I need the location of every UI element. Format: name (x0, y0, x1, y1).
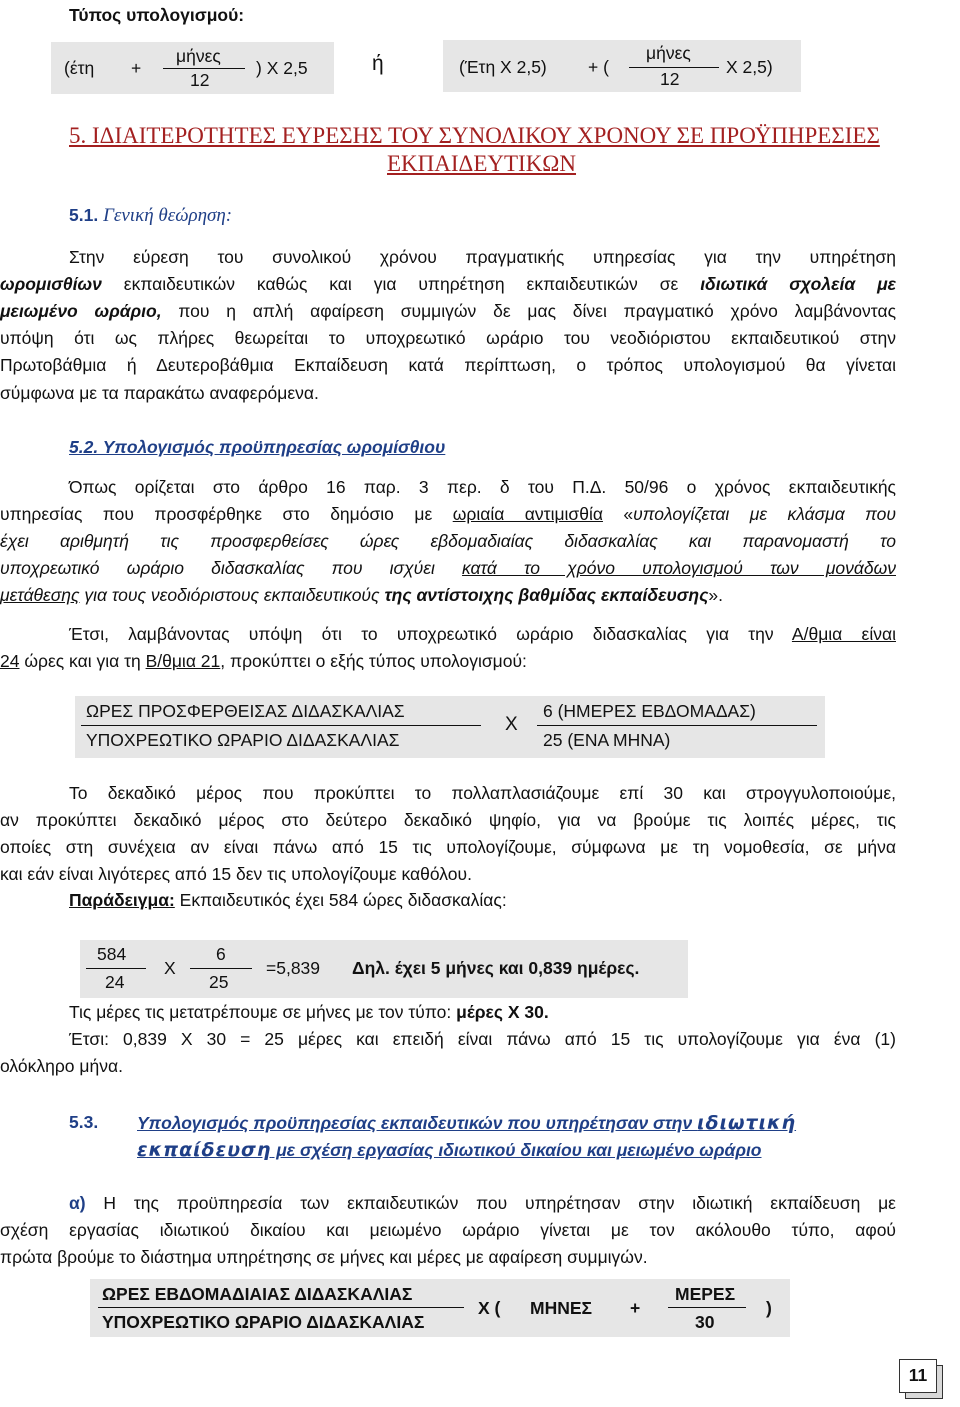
box2-days-denominator: 30 (695, 1312, 715, 1332)
box1-multiply: Χ (505, 714, 518, 735)
alpha-line2: σχέση εργασίας ιδιωτικού δικαίου και μειωμένο ωράριο γίνεται με τον ακόλουθο τύπο, αφού (0, 1220, 896, 1240)
example-denominator-1: 24 (105, 972, 125, 992)
dec-line4: και εάν είναι λιγότερες από 15 δεν τις υπολογίζουμε καθόλου. (0, 864, 472, 884)
s51-line1: Στην εύρεση του συνολικού χρόνου πραγματικής υπηρεσίας για την υπηρέτηση (69, 247, 896, 267)
box2-close: ) (766, 1298, 772, 1318)
box2-multiply-open: Χ ( (478, 1298, 501, 1318)
box2-fraction-bar (98, 1307, 464, 1308)
alpha-line3: πρώτα βρούμε το διάστημα υπηρέτησης σε μήνες και μέρες με αφαίρεση συμμιγών. (0, 1247, 648, 1267)
conv-line3: ολόκληρο μήνα. (0, 1056, 123, 1076)
s52-p2: υπηρεσίας που προσφέρθηκε στο δημόσιο με ωριαία αντιμισθία «υπολογίζεται με κλάσμα που (0, 504, 896, 524)
box1-right-fraction-bar (537, 725, 817, 726)
formula-title: Τύπος υπολογισμού: (69, 5, 245, 25)
formula-box-hours (75, 696, 825, 758)
dec-line1: Το δεκαδικό μέρος που προκύπτει το πολλαπλασιάζουμε επί 30 και στρογγυλοποιούμε, (69, 783, 896, 803)
s52-p4: υποχρεωτικό ωράριο διδασκαλίας που ισχύει κατά το χρόνο υπολογισμού των μονάδων (0, 558, 896, 578)
box1-left-fraction-bar (81, 725, 481, 726)
s51-line2: ωρομισθίων εκπαιδευτικών καθώς και για υπηρέτηση εκπαιδευτικών σε ιδιωτικά σχολεία με (0, 274, 896, 294)
box2-days-numerator: ΜΕΡΕΣ (675, 1284, 736, 1304)
formula1-open: (έτη (64, 58, 95, 78)
alpha-line1: α) Η της προϋπηρεσία των εκπαιδευτικών που υπηρέτησαν στην ιδιωτική εκπαίδευση με (69, 1193, 896, 1213)
box1-left-denominator: ΥΠΟΧΡΕΩΤΙΚΟ ΩΡΑΡΙΟ ΔΙΔΑΣΚΑΛΙΑΣ (86, 730, 400, 750)
s52-p1: Όπως ορίζεται στο άρθρο 16 παρ. 3 περ. δ του Π.Δ. 50/96 ο χρόνος εκπαιδευτικής (69, 477, 896, 497)
dec-line3: οποίες στη συνέχεια αν είναι πάνω από 15 τις υπολογίζουμε, σύμφωνα με τη νομοθεσία, σε μήνα (0, 837, 896, 857)
section-5-1-heading: 5.1. Γενική θεώρηση: (69, 205, 233, 226)
box1-left-numerator: ΩΡΕΣ ΠΡΟΣΦΕΡΘΕΙΣΑΣ ΔΙΔΑΣΚΑΛΙΑΣ (86, 701, 405, 721)
section-5-heading-line2: ΕΚΠΑΙΔΕΥΤΙΚΩΝ (387, 151, 577, 176)
page-number: 11 (899, 1359, 937, 1393)
box2-numerator: ΩΡΕΣ ΕΒΔΟΜΑΔΙΑΙΑΣ ΔΙΔΑΣΚΑΛΙΑΣ (102, 1284, 413, 1304)
example-numerator-1: 584 (97, 944, 127, 964)
s51-line5: Πρωτοβάθμια ή Δευτεροβάθμια Εκπαίδευση κατά περίπτωση, ο τρόπος υπολογισμού θα γίνεται (0, 355, 896, 375)
section-5-3-number: 5.3. (69, 1112, 99, 1132)
box2-plus: + (630, 1298, 641, 1318)
example-result: =5,839 (266, 958, 321, 978)
formula1-fraction-bar (163, 68, 245, 69)
s52-q1: Έτσι, λαμβάνοντας υπόψη ότι το υποχρεωτικό ωράριο διδασκαλίας για την Α/θμια είναι (69, 624, 896, 644)
formula2-fraction-bar (629, 67, 719, 68)
formula1-plus: + (131, 58, 142, 78)
formula1-close: ) Χ 2,5 (256, 58, 308, 78)
formula1-denominator: 12 (190, 70, 210, 90)
example-box (80, 940, 688, 998)
s51-line6: σύμφωνα με τα παρακάτω αναφερόμενα. (0, 383, 319, 403)
example-intro: Παράδειγμα: Εκπαιδευτικός έχει 584 ώρες διδασκαλίας: (69, 890, 507, 910)
example-numerator-2: 6 (216, 944, 226, 964)
conv-line2: Έτσι: 0,839 Χ 30 = 25 μέρες και επειδή είναι πάνω από 15 τις υπολογίζουμε για ένα (1) (69, 1029, 896, 1049)
formula-box-1 (51, 42, 334, 94)
conv-line1: Τις μέρες τις μετατρέπουμε σε μήνες με τον τύπο: μέρες Χ 30. (69, 1002, 549, 1022)
formula2-numerator: μήνες (646, 43, 691, 63)
formula-box-2 (443, 40, 801, 92)
page-number-badge (897, 1357, 947, 1401)
s51-line3: μειωμένο ωράριο, που η απλή αφαίρεση συμμιγών δε μας δίνει πραγματικό χρόνο λαμβάνοντας (0, 301, 896, 321)
s51-line4: υπόψη ότι ως πλήρες θεωρείται το υποχρεωτικό ωράριο του νεοδιόριστου εκπαιδευτικού στην (0, 328, 896, 348)
formula2-denominator: 12 (660, 69, 680, 89)
box1-right-numerator: 6 (ΗΜΕΡΕΣ ΕΒΔΟΜΑΔΑΣ) (543, 701, 756, 721)
example-multiply: Χ (164, 958, 176, 978)
formula1-numerator: μήνες (176, 46, 221, 66)
s52-q2: 24 ώρες και για τη Β/θμια 21, προκύπτει ο εξής τύπος υπολογισμού: (0, 651, 527, 671)
formula-box-private (90, 1279, 790, 1337)
formula2-plus: + ( (588, 57, 609, 77)
example-fraction-bar-1 (86, 968, 146, 969)
section-5-3-title-line1: Υπολογισμός προϋπηρεσίας εκπαιδευτικών που υπηρέτησαν στην ιδιωτική (137, 1112, 797, 1134)
formula2-close: Χ 2,5) (726, 57, 773, 77)
box1-right-denominator: 25 (ΕΝΑ ΜΗΝΑ) (543, 730, 671, 750)
section-5-2-heading: 5.2. Υπολογισμός προϋπηρεσίας ωρομίσθιου (69, 437, 446, 457)
box2-denominator: ΥΠΟΧΡΕΩΤΙΚΟ ΩΡΑΡΙΟ ΔΙΔΑΣΚΑΛΙΑΣ (102, 1312, 425, 1332)
s52-p5: μετάθεσης για τους νεοδιόριστους εκπαιδευτικούς της αντίστοιχης βαθμίδας εκπαίδευσης». (0, 585, 724, 605)
box2-months: ΜΗΝΕΣ (530, 1298, 593, 1318)
or-word: ή (372, 52, 384, 75)
example-fraction-bar-2 (190, 968, 252, 969)
example-note: Δηλ. έχει 5 μήνες και 0,839 ημέρες. (352, 958, 640, 978)
box2-days-fraction-bar (668, 1307, 746, 1308)
section-5-heading-line1: 5. ΙΔΙΑΙΤΕΡΟΤΗΤΕΣ ΕΥΡΕΣΗΣ ΤΟΥ ΣΥΝΟΛΙΚΟΥ ΧΡΟΝΟΥ ΣΕ ΠΡΟΫΠΗΡΕΣΙΕΣ (69, 123, 880, 148)
example-denominator-2: 25 (209, 972, 229, 992)
s52-p3: έχει αριθμητή τις προσφερθείσες ώρες εβδομαδιαίας διδασκαλίας και παρανομαστή το (0, 531, 896, 551)
dec-line2: αν προκύπτει δεκαδικό μέρος στο δεύτερο δεκαδικό ψηφίο, για να βρούμε τις λοιπές μέρες, τις (0, 810, 896, 830)
formula2-left: (Έτη Χ 2,5) (459, 57, 547, 77)
section-5-3-title-line2: εκπαίδευση με σχέση εργασίας ιδιωτικού δικαίου και μειωμένο ωράριο (137, 1139, 762, 1161)
